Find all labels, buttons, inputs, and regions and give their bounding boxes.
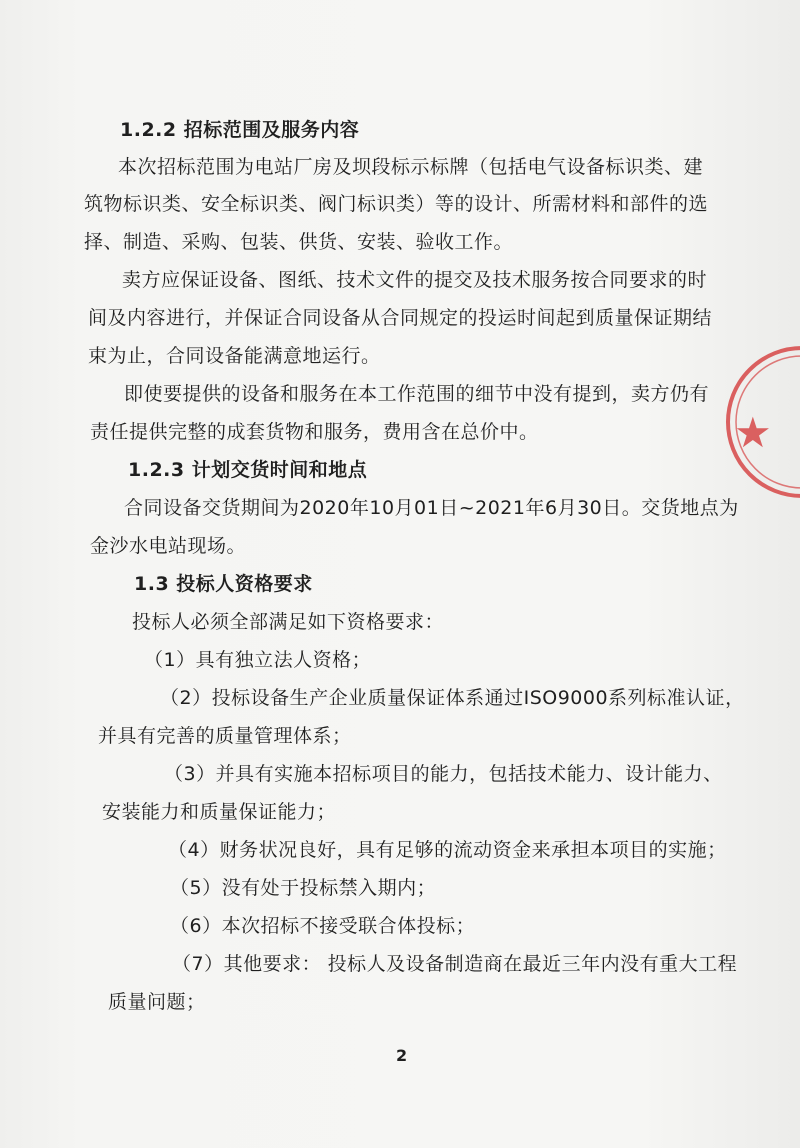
requirement-item: （4）财务状况良好，具有足够的流动资金来承担本项目的实施；: [168, 839, 727, 861]
section-1-2-3-heading: 1.2.3 计划交货时间和地点: [128, 459, 368, 481]
paragraph-line: 筑物标识类、安全标识类、阀门标识类）等的设计、所需材料和部件的选: [84, 193, 709, 215]
paragraph-line: 卖方应保证设备、图纸、技术文件的提交及技术服务按合同要求的时: [122, 269, 708, 291]
paragraph-line: 间及内容进行，并保证合同设备从合同规定的投运时间起到质量保证期结: [88, 307, 713, 329]
paragraph-line: 择、制造、采购、包装、供货、安装、验收工作。: [84, 231, 514, 253]
paragraph-line: 金沙水电站现场。: [90, 535, 247, 557]
page-number: 2: [396, 1046, 408, 1065]
section-1-3-heading: 1.3 投标人资格要求: [134, 573, 313, 595]
requirement-item: （2）投标设备生产企业质量保证体系通过ISO9000系列标准认证，: [160, 687, 745, 709]
requirement-item-continued: 并具有完善的质量管理体系；: [98, 725, 352, 747]
paragraph-line: 合同设备交货期间为2020年10月01日~2021年6月30日。交货地点为: [124, 497, 739, 519]
requirement-item: （3）并具有实施本招标项目的能力，包括技术能力、设计能力、: [164, 763, 723, 785]
requirement-item-continued: 质量问题；: [108, 991, 206, 1013]
paragraph-line: 投标人必须全部满足如下资格要求：: [132, 611, 445, 633]
paragraph-line: 责任提供完整的成套货物和服务，费用含在总价中。: [90, 421, 539, 443]
paragraph-line: 即使要提供的设备和服务在本工作范围的细节中没有提到，卖方仍有: [124, 383, 710, 405]
paragraph-line: 束为止，合同设备能满意地运行。: [88, 345, 381, 367]
requirement-item: （6）本次招标不接受联合体投标；: [170, 915, 476, 937]
requirement-item-continued: 安装能力和质量保证能力；: [102, 801, 337, 823]
requirement-item: （1）具有独立法人资格；: [144, 649, 372, 671]
requirement-item: （5）没有处于投标禁入期内；: [170, 877, 437, 899]
requirement-item: （7）其他要求： 投标人及设备制造商在最近三年内没有重大工程: [172, 953, 738, 975]
paragraph-line: 本次招标范围为电站厂房及坝段标示标牌（包括电气设备标识类、建: [118, 156, 704, 178]
seal-star-icon: ★: [734, 408, 772, 457]
section-1-2-2-heading: 1.2.2 招标范围及服务内容: [120, 119, 360, 141]
